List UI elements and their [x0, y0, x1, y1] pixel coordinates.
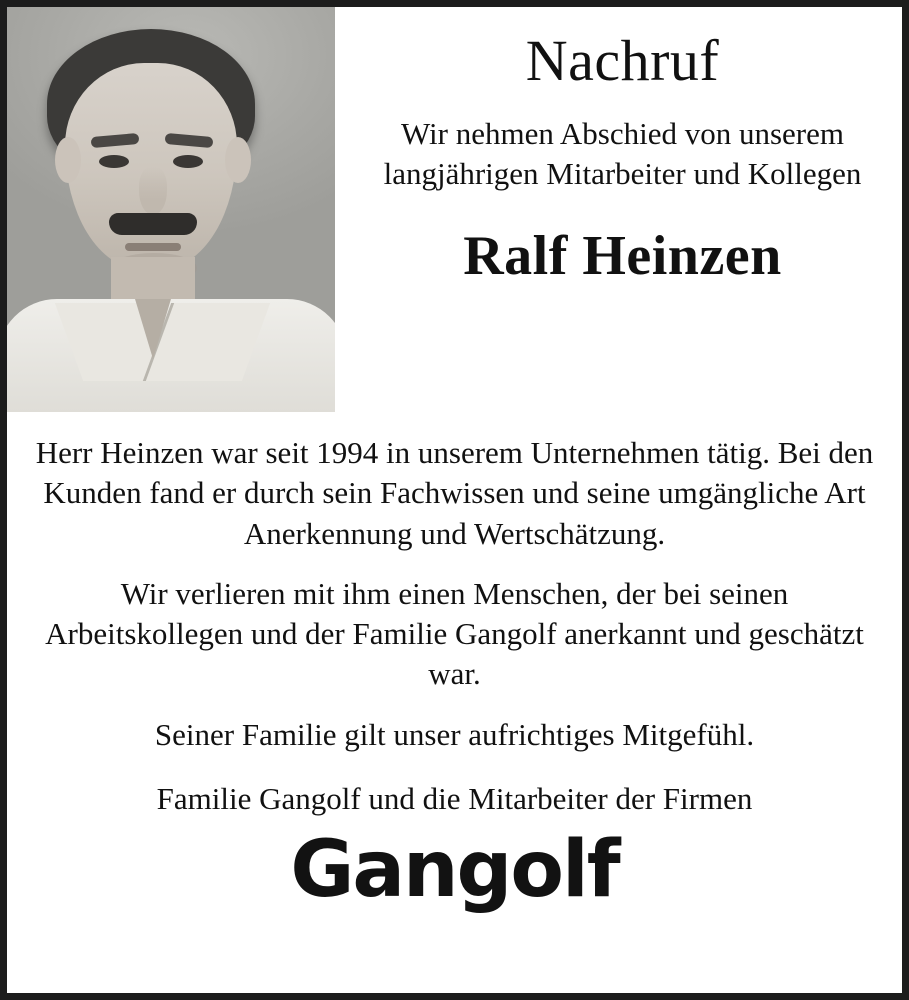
header-area [7, 7, 902, 417]
photo-nose [139, 167, 167, 215]
notice-content [7, 7, 902, 993]
heading-block [343, 7, 902, 288]
photo-mustache [109, 213, 197, 235]
photo-eye-left [99, 155, 129, 168]
notice-paragraph: Herr Heinzen war seit 1994 in unserem Unternehmen tätig. Bei den Kunden fand er durch sein Fachwissen und seine umgängliche Art Anerkennung und Wertschätzung. [35, 435, 874, 551]
photo-face [65, 63, 237, 269]
notice-title: Nachruf [525, 28, 720, 93]
notice-paragraph: Seiner Familie gilt unser aufrichtiges Mitgefühl. [154, 716, 755, 752]
photo-mouth [125, 243, 181, 251]
photo-eye-right [173, 155, 203, 168]
photo-ear-right [225, 137, 251, 183]
deceased-name: Ralf Heinzen [463, 225, 782, 288]
notice-paragraph: Familie Gangolf und die Mitarbeiter der Firmen [156, 781, 753, 817]
notice-body [7, 433, 902, 819]
company-logo: Gangolf [290, 825, 619, 916]
photo-ear-left [55, 137, 81, 183]
notice-paragraph: Wir verlieren mit ihm einen Menschen, der bei seinen Arbeitskollegen und der Familie Gangolf anerkannt und geschätzt war. [45, 575, 864, 692]
notice-intro: Wir nehmen Abschied von unserem langjährigen Mitarbeiter und Kollegen [383, 115, 862, 192]
portrait-photo [7, 7, 335, 412]
